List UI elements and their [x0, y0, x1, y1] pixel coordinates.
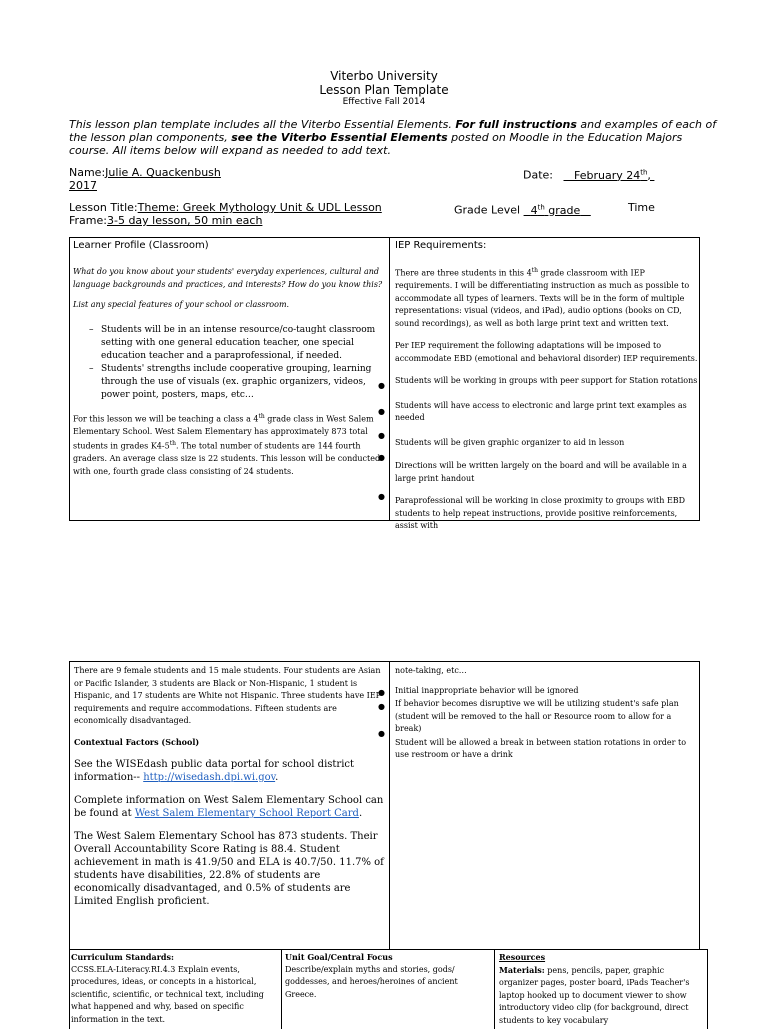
bullet-icon: ●	[378, 688, 385, 697]
bullet-icon: ●	[378, 702, 385, 711]
grade-level-field: Grade Level 4th grade	[454, 203, 581, 217]
bullet-icon: ●	[378, 729, 385, 738]
special-features-prompt: List any special features of your school or classroom.	[73, 300, 290, 309]
wisedash-text: See the WISEdash public data portal for school district information-- http://wisedash.dpi.wi.gov.	[74, 759, 355, 783]
bullet-icon: ●	[378, 407, 385, 416]
bullet-icon: ●	[378, 453, 385, 462]
iep-bullet: Initial inappropriate behavior will be ignored	[395, 685, 579, 695]
iep-bullet: Directions will be written largely on the board and will be available in a large print handout	[395, 461, 687, 483]
list-item: – Students' strengths include cooperative grouping, learning through the use of visuals (ex. graphic organizers, videos, power point, posters, maps, etc…	[73, 363, 379, 402]
standards-cell	[71, 951, 277, 1029]
learner-prompt: What do you know about your students' everyday experiences, cultural and language backgrounds and practices, and interests? How do you know this?	[73, 267, 383, 289]
iep-cell	[395, 240, 698, 531]
learner-profile-heading: Learner Profile (Classroom)	[73, 240, 209, 251]
name-field: Name:Julie A. Quackenbush	[69, 166, 221, 179]
intro-text: This lesson plan template includes all the Viterbo Essential Elements. For full instructions and examples of each of the lesson plan components, see the Viterbo Essential Elements posted on Moodle in the Education Majors course. All items below will expand as needed to add text.	[69, 118, 717, 157]
iep-continued-cell	[395, 665, 698, 949]
learner-iep-table	[69, 237, 700, 531]
iep-adaptations: Per IEP requirement the following adaptations will be imposed to accommodate EBD (emotional and behavioral disorder) IEP requirements.	[395, 341, 698, 363]
demographics-text: There are 9 female students and 15 male students. Four students are Asian or Pacific Islander, 3 students are Black or Non-Hispanic, 1 student is Hispanic, and 17 students are White not Hispanic. Three students have IEP requirements and require accommodations. Fifteen students are economically disadvantaged.	[74, 666, 382, 725]
wisedash-link[interactable]: http://wisedash.dpi.wi.gov	[143, 772, 276, 783]
date-field: Date: February 24th,	[523, 168, 655, 182]
materials-text: Materials: pens, pencils, paper, graphic organizer pages, poster board, iPads Teacher's laptop hooked up to document viewer to show introductory video clip (for background, direct students to key vocabulary	[499, 964, 690, 1025]
bullet-icon: ●	[378, 431, 385, 440]
iep-bullet: Students will be working in groups with peer support for Station rotations	[395, 376, 698, 386]
lesson-title-field: Lesson Title:Theme: Greek Mythology Unit & UDL Lesson	[69, 201, 382, 214]
template-title: Lesson Plan Template	[319, 83, 449, 97]
school-stats: The West Salem Elementary School has 873 students. Their Overall Accountability Score Rating is 88.4. Student achievement in math is 41.9/50 and ELA is 40.7/50. 11.7% of students have disabilities, 22.8% of students are economically disadvantaged, and 0.5% of students are Limited English proficient.	[74, 831, 384, 907]
date-year: 2017	[69, 179, 97, 192]
standards-heading: Curriculum Standards:	[71, 952, 174, 962]
university-name: Viterbo University	[330, 69, 438, 83]
iep-bullet: Students will have access to electronic and large print text examples as needed	[395, 400, 687, 423]
time-frame-field: Frame:3-5 day lesson, 50 min each	[69, 214, 263, 227]
time-label: Time	[628, 201, 655, 214]
iep-intro: There are three students in this 4th grade classroom with IEP requirements. I will be differentiating instruction as much as possible to accommodate all types of learners. Texts will be in the form of multiple representations: visual (videos, and iPad), audio options (books on CD, sound recordings), as well as both large print text and written text.	[395, 267, 690, 328]
iep-bullet: Students will be given graphic organizer to aid in lesson	[395, 437, 625, 447]
learner-profile-cell	[73, 240, 385, 520]
goal-cell	[285, 951, 490, 1029]
standards-table	[69, 949, 708, 1029]
bullet-icon: ●	[378, 492, 385, 501]
contextual-heading: Contextual Factors (School)	[74, 736, 200, 747]
resources-heading: Resources	[499, 952, 546, 962]
effective-date: Effective Fall 2014	[342, 97, 426, 107]
goal-heading: Unit Goal/Central Focus	[285, 952, 393, 962]
iep-bullet: If behavior becomes disruptive we will be utilizing student's safe plan (student will be removed to the hall or Resource room to allow for a break)	[395, 699, 679, 733]
bullet-icon: ●	[378, 381, 385, 390]
iep-continued-text: note-taking, etc…	[395, 666, 467, 675]
standards-text: CCSS.ELA-Literacy.RI.4.3 Explain events, procedures, ideas, or concepts in a historical, scientific, scientific, or technical text, including what happened and why, based on specific information in the text.	[71, 964, 264, 1024]
iep-bullet: Paraprofessional will be working in close proximity to groups with EBD students to help repeat instructions, provide positive reinforcements, assist with	[395, 496, 686, 531]
demographics-cell	[74, 665, 384, 949]
iep-bullet: Student will be allowed a break in between station rotations in order to use restroom or have a drink	[395, 737, 687, 759]
report-card-link[interactable]: West Salem Elementary School Report Card	[134, 808, 359, 819]
iep-heading: IEP Requirements:	[395, 240, 487, 251]
learner-bullets	[73, 324, 385, 402]
list-item: – Students will be in an intense resource/co-taught classroom setting with one general education teacher, one special education teacher and a paraprofessional, if needed.	[73, 324, 379, 363]
goal-text: Describe/explain myths and stories, gods/ goddesses, and heroes/heroines of ancient Greece.	[285, 964, 458, 999]
class-description: For this lesson we will be teaching a class a 4th grade class in West Salem Elementary School. West Salem Elementary has approximately 873 total students in grades K4-5th. The total number of students are 144 fourth graders. An average class size is 22 students. This lesson will be conducted with one, fourth grade class consisting of 24 students.	[73, 412, 381, 476]
resources-cell	[499, 951, 705, 1029]
report-card-text: Complete information on West Salem Elementary School can be found at West Salem Elementary School Report Card.	[74, 795, 384, 819]
